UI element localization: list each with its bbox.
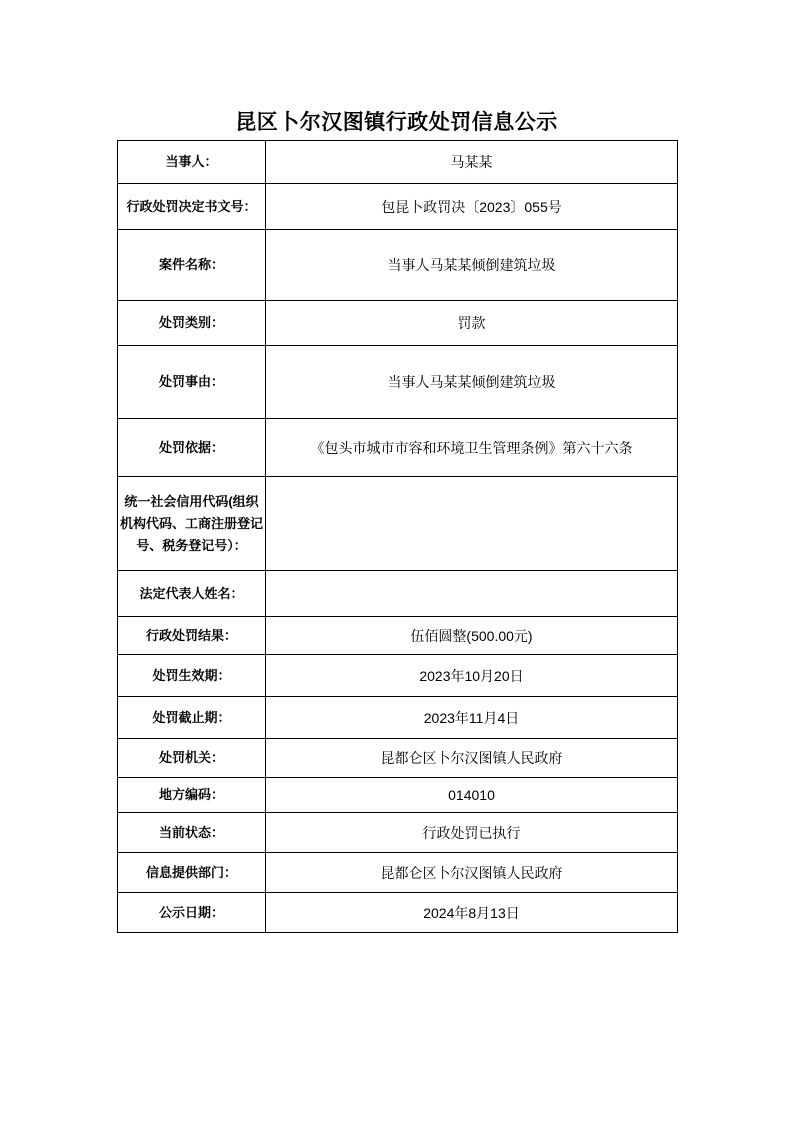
row-value: 当事人马某某倾倒建筑垃圾 [266,230,678,301]
row-value: 《包头市城市市容和环境卫生管理条例》第六十六条 [266,419,678,477]
row-label: 当事人： [118,141,266,184]
row-label: 处罚类别： [118,301,266,346]
row-value [266,477,678,571]
table-row [118,419,678,477]
row-value: 行政处罚已执行 [266,813,678,853]
table-row [118,301,678,346]
row-label: 处罚截止期： [118,697,266,739]
table-row [118,739,678,778]
row-value [266,571,678,617]
table-row [118,853,678,893]
row-label: 统一社会信用代码(组织机构代码、工商注册登记号、税务登记号）： [118,477,266,571]
table-row [118,893,678,933]
row-label: 处罚依据： [118,419,266,477]
row-label: 处罚生效期： [118,655,266,697]
penalty-info-table [117,140,678,933]
row-value: 马某某 [266,141,678,184]
row-label: 处罚事由： [118,346,266,419]
row-value: 伍佰圆整(500.00元) [266,617,678,655]
row-value: 昆都仑区卜尔汉图镇人民政府 [266,853,678,893]
row-label: 行政处罚决定书文号： [118,184,266,230]
row-value: 当事人马某某倾倒建筑垃圾 [266,346,678,419]
table-row [118,184,678,230]
row-value: 014010 [266,778,678,813]
table-row [118,697,678,739]
table-row [118,477,678,571]
table-row [118,813,678,853]
table-row [118,571,678,617]
row-value: 昆都仑区卜尔汉图镇人民政府 [266,739,678,778]
row-value: 2023年10月20日 [266,655,678,697]
row-label: 案件名称： [118,230,266,301]
table-row [118,778,678,813]
row-label: 信息提供部门： [118,853,266,893]
row-value: 2023年11月4日 [266,697,678,739]
row-value: 2024年8月13日 [266,893,678,933]
row-label: 处罚机关： [118,739,266,778]
row-label: 地方编码： [118,778,266,813]
table-row [118,655,678,697]
row-value: 包昆卜政罚决〔2023〕055号 [266,184,678,230]
table-row [118,346,678,419]
row-value: 罚款 [266,301,678,346]
table-row [118,141,678,184]
row-label: 当前状态： [118,813,266,853]
table-row [118,617,678,655]
row-label: 行政处罚结果： [118,617,266,655]
row-label: 法定代表人姓名： [118,571,266,617]
page-title: 昆区卜尔汉图镇行政处罚信息公示 [235,111,558,134]
table-row [118,230,678,301]
row-label: 公示日期： [118,893,266,933]
